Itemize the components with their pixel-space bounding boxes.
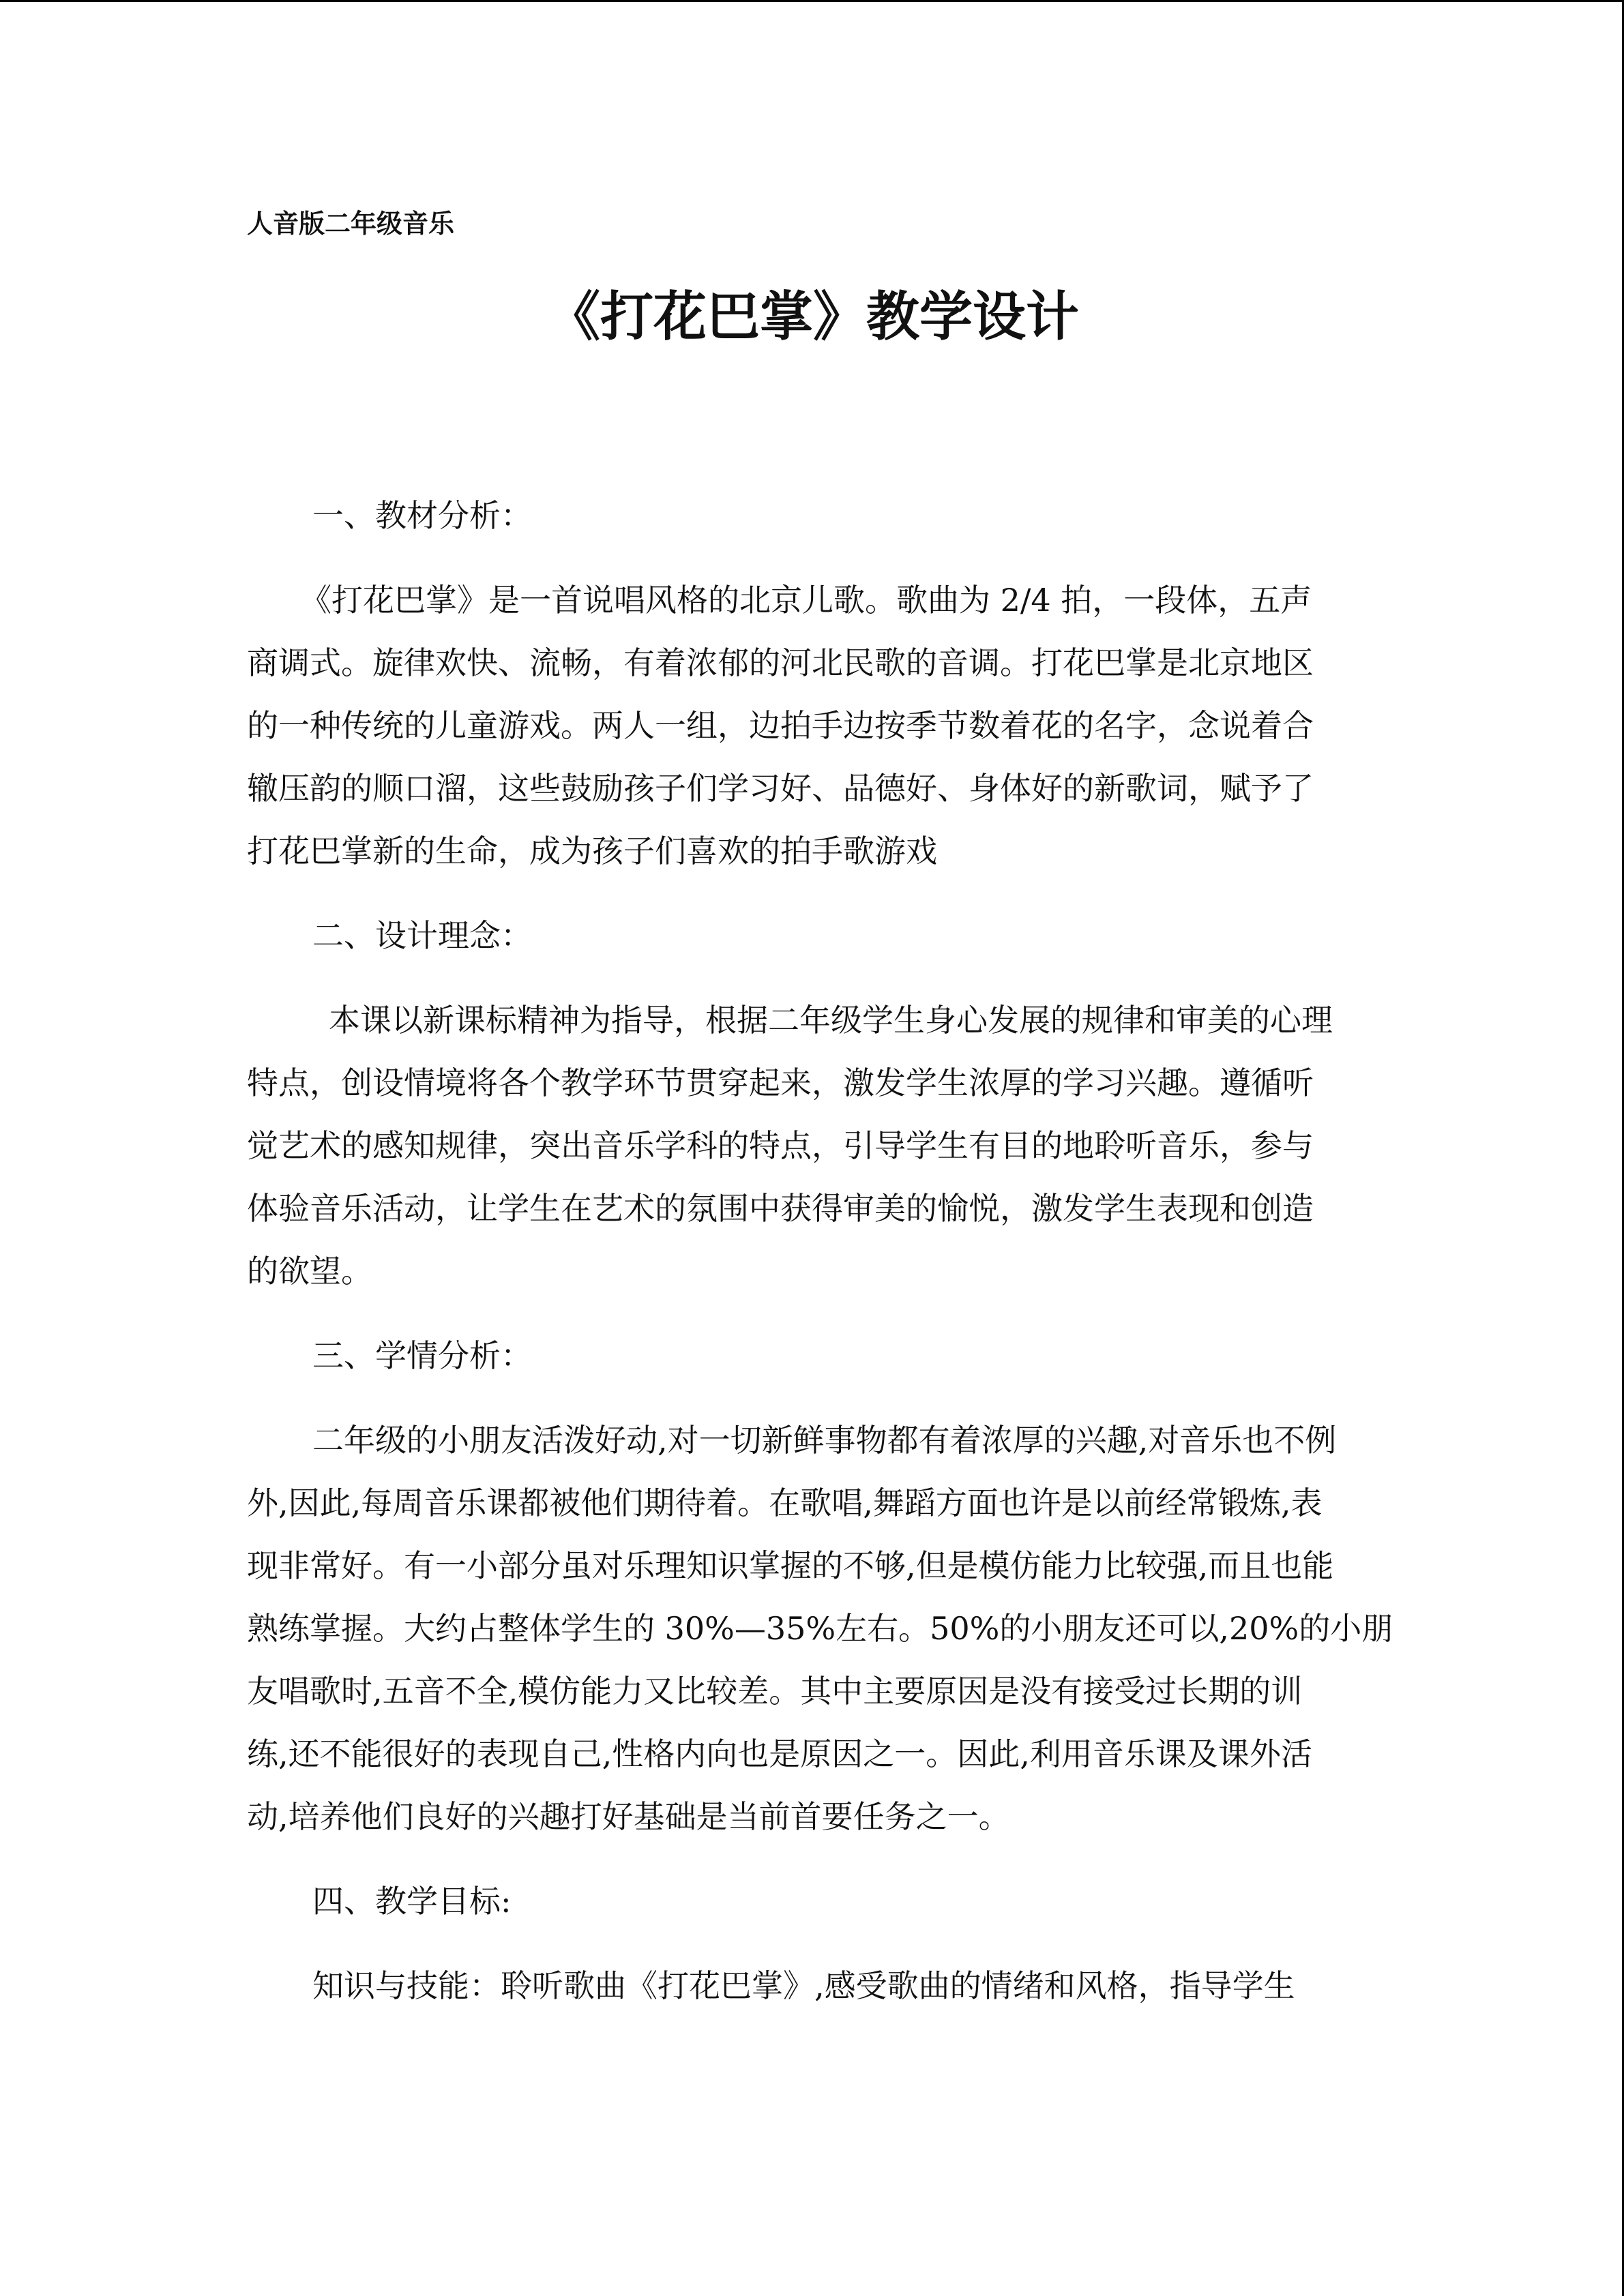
paragraph-line: 练,还不能很好的表现自己,性格内向也是原因之一。因此,利用音乐课及课外活: [247, 1735, 1312, 1772]
paragraph-line: 外,因此,每周音乐课都被他们期待着。在歌唱,舞蹈方面也许是以前经常锻炼,表: [247, 1485, 1323, 1521]
paragraph-line: 觉艺术的感知规律，突出音乐学科的特点，引导学生有目的地聆听音乐，参与: [247, 1127, 1314, 1164]
section-heading-teaching-objectives: 四、教学目标:: [312, 1883, 512, 1920]
paragraph-line: 熟练掌握。大约占整体学生的 30%—35%左右。50%的小朋友还可以,20%的小朋: [247, 1610, 1393, 1647]
paragraph-line: 的欲望。: [247, 1253, 372, 1289]
section-heading-design-concept: 二、设计理念：: [312, 917, 532, 954]
paragraph-line: 的一种传统的儿童游戏。两人一组，边拍手边按季节数着花的名字，念说着合: [247, 707, 1314, 744]
paragraph-line: 商调式。旋律欢快、流畅，有着浓郁的河北民歌的音调。打花巴掌是北京地区: [247, 644, 1314, 681]
paragraph-line: 体验音乐活动，让学生在艺术的氛围中获得审美的愉悦，激发学生表现和创造: [247, 1190, 1314, 1227]
paragraph-line: 知识与技能：聆听歌曲《打花巴掌》,感受歌曲的情绪和风格，指导学生: [312, 1967, 1295, 2004]
paragraph-line: 本课以新课标精神为指导，根据二年级学生身心发展的规律和审美的心理: [329, 1002, 1333, 1039]
document-subtitle: 人音版二年级音乐: [247, 209, 455, 239]
paragraph-line: 特点，创设情境将各个教学环节贯穿起来，激发学生浓厚的学习兴趣。遵循听: [247, 1064, 1314, 1101]
paragraph-line: 动,培养他们良好的兴趣打好基础是当前首要任务之一。: [247, 1798, 1010, 1835]
paragraph-line: 二年级的小朋友活泼好动,对一切新鲜事物都有着浓厚的兴趣,对音乐也不例: [312, 1422, 1337, 1459]
section-heading-student-analysis: 三、学情分析：: [312, 1337, 532, 1374]
paragraph-line: 《打花巴掌》是一首说唱风格的北京儿歌。歌曲为 2/4 拍，一段体，五声: [300, 582, 1312, 618]
paragraph-line: 现非常好。有一小部分虽对乐理知识掌握的不够,但是模仿能力比较强,而且也能: [247, 1547, 1334, 1584]
document-body: [247, 484, 1393, 2039]
paragraph-line: 友唱歌时,五音不全,模仿能力又比较差。其中主要原因是没有接受过长期的训: [247, 1673, 1303, 1710]
page-border-top: [0, 0, 1624, 2]
paragraph-line: 打花巴掌新的生命，成为孩子们喜欢的拍手歌游戏: [247, 833, 937, 869]
paragraph-line: 辙压韵的顺口溜，这些鼓励孩子们学习好、品德好、身体好的新歌词，赋予了: [247, 770, 1314, 807]
section-heading-textbook-analysis: 一、教材分析：: [312, 497, 532, 534]
section-paragraph-student-analysis: [247, 1409, 1393, 1848]
section-paragraph-design-concept: [247, 989, 1379, 1302]
section-paragraph-teaching-objectives: [247, 1954, 1379, 2017]
document-title: 《打花巴掌》教学设计: [546, 286, 1079, 348]
section-paragraph-textbook-analysis: [247, 569, 1379, 882]
